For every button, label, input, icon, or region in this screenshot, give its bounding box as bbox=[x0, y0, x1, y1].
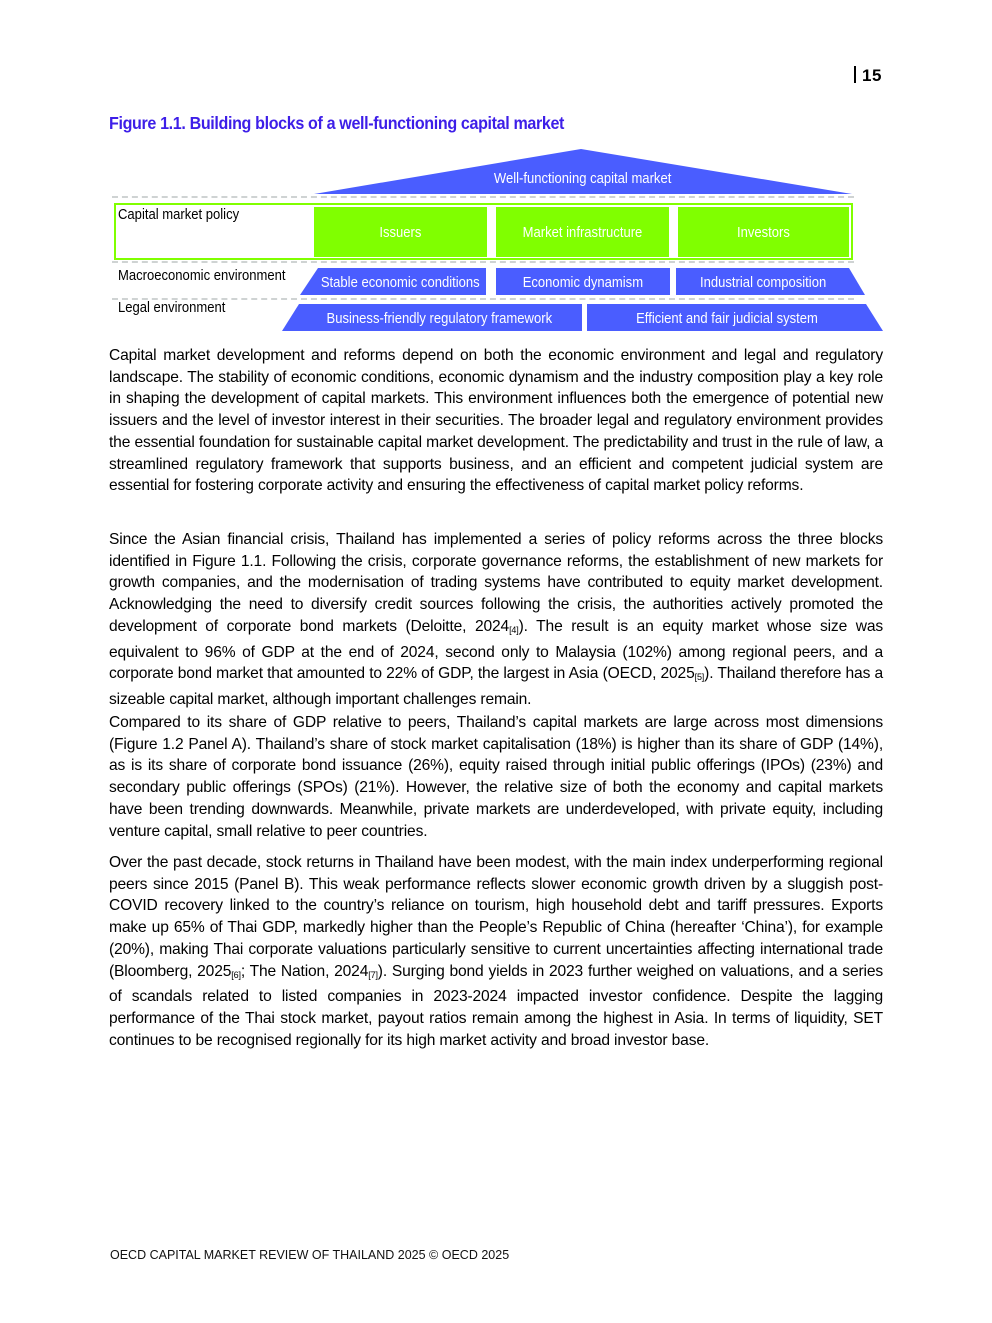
page-number-value: 15 bbox=[862, 66, 882, 85]
page-footer: OECD CAPITAL MARKET REVIEW OF THAILAND 2025 © OECD 2025 bbox=[110, 1248, 510, 1262]
dashed-divider bbox=[112, 196, 854, 198]
reference-link-7[interactable]: [7] bbox=[368, 969, 378, 980]
block-business-friendly-regulatory-framework: Business-friendly regulatory framework bbox=[326, 310, 552, 327]
block-economic-dynamism: Economic dynamism bbox=[522, 274, 644, 291]
reference-link-5[interactable]: [5] bbox=[694, 672, 705, 683]
block-stable-economic-conditions: Stable economic conditions bbox=[321, 274, 480, 291]
roof-label: Well-functioning capital market bbox=[494, 171, 672, 187]
row-label-macroeconomic-environment: Macroeconomic environment bbox=[118, 268, 286, 284]
paragraph-text bbox=[109, 529, 883, 711]
pillar-investors: Investors bbox=[678, 207, 849, 257]
paragraph-1 bbox=[109, 345, 883, 497]
dashed-divider bbox=[112, 261, 854, 263]
block-efficient-fair-judicial-system: Efficient and fair judicial system bbox=[636, 310, 818, 327]
paragraph-text bbox=[109, 852, 883, 1051]
paragraph-segment: Over the past decade, stock returns in Thailand have been modest, with the main index underperforming regional peers since 2015 (Panel B). This weak performance reflects slower economic growth driven by a sluggish post-COVID recovery linked to the country’s reliance on tourism, high household debt and tariff pressures. Exports make up 65% of Thai GDP, markedly higher than the People’s Republic of China (hereafter ‘China’), for example (20%), making Thai corporate valuations particularly sensitive to current uncertainties affecting international trade (Bloomberg, 2025 bbox=[109, 854, 883, 980]
row-label-legal-environment: Legal environment bbox=[118, 300, 226, 316]
paragraph-segment: Since the Asian financial crisis, Thailand has implemented a series of policy reforms across the three blocks identified in Figure 1.1. Following the crisis, corporate governance reforms, the establishment of new markets for growth companies, and the modernisation of trading systems have contributed to equity market development. Acknowledging the need to diversify credit sources following the crisis, the authorities actively promoted the development of corporate bond markets (Deloitte, 2024 bbox=[109, 531, 883, 635]
paragraph-segment: ). Surging bond yields in 2023 further weighed on valuations, and a series of scandals related to listed companies in 2023-2024 impacted investor confidence. Despite the lagging performance of the Thai stock market, payout ratios remain among the highest in Asia. In terms of liquidity, SET continues to be recognised regionally for its high market activity and broad investor base. bbox=[109, 962, 884, 1049]
pillar-market-infrastructure: Market infrastructure bbox=[496, 207, 669, 257]
reference-link-4[interactable]: [4] bbox=[509, 624, 519, 635]
row-label-capital-market-policy: Capital market policy bbox=[118, 207, 240, 223]
paragraph-segment: ; The Nation, 2024 bbox=[240, 962, 369, 980]
paragraph-segment: ). The result is an equity market whose size was equivalent to 96% of GDP at the end of 2024, second only to Malaysia (102%) among regional peers, and a corporate bond market that amounted to 22% of GDP, the largest in Asia (OECD, 2025 bbox=[109, 617, 883, 683]
figure-title: Figure 1.1. Building blocks of a well-functioning capital market bbox=[109, 113, 565, 133]
paragraph-text: Capital market development and reforms depend on both the economic environment and legal and regulatory landscape. The stability of economic conditions, economic dynamism and the industry composition play a key role in shaping the development of capital markets. This environment influences both the emergence of potential new issuers and the level of investor interest in their securities. The broader legal and regulatory environment provides the essential foundation for sustainable capital market development. The predictability and trust in the rule of law, a streamlined regulatory framework that supports business, and an efficient and competent judicial system are essential for fostering corporate activity and ensuring the effectiveness of capital market policy reforms. bbox=[109, 347, 883, 495]
paragraph-2 bbox=[109, 529, 883, 711]
paragraph-segment: ). Thailand therefore has a sizeable capital market, although important challenges remain. bbox=[109, 665, 883, 708]
block-industrial-composition: Industrial composition bbox=[699, 274, 827, 291]
paragraph-3 bbox=[109, 712, 883, 842]
paragraph-text: Compared to its share of GDP relative to peers, Thailand’s capital markets are large across most dimensions (Figure 1.2 Panel A). Thailand’s share of stock market capitalisation (18%) is higher than its share of GDP (14%), as is its share of corporate bond issuance (26%), equity raised through initial public offerings (IPOs) (23%) and secondary public offerings (SPOs) (21%). However, the relative size of both the economy and capital markets have been trending downwards. Meanwhile, private markets are underdeveloped, with private equity, including venture capital, small relative to peer countries. bbox=[109, 714, 883, 840]
reference-link-6[interactable]: [6] bbox=[231, 969, 241, 980]
paragraph-4 bbox=[109, 852, 883, 1051]
pillar-issuers: Issuers bbox=[314, 207, 487, 257]
building-blocks-diagram bbox=[0, 0, 992, 340]
